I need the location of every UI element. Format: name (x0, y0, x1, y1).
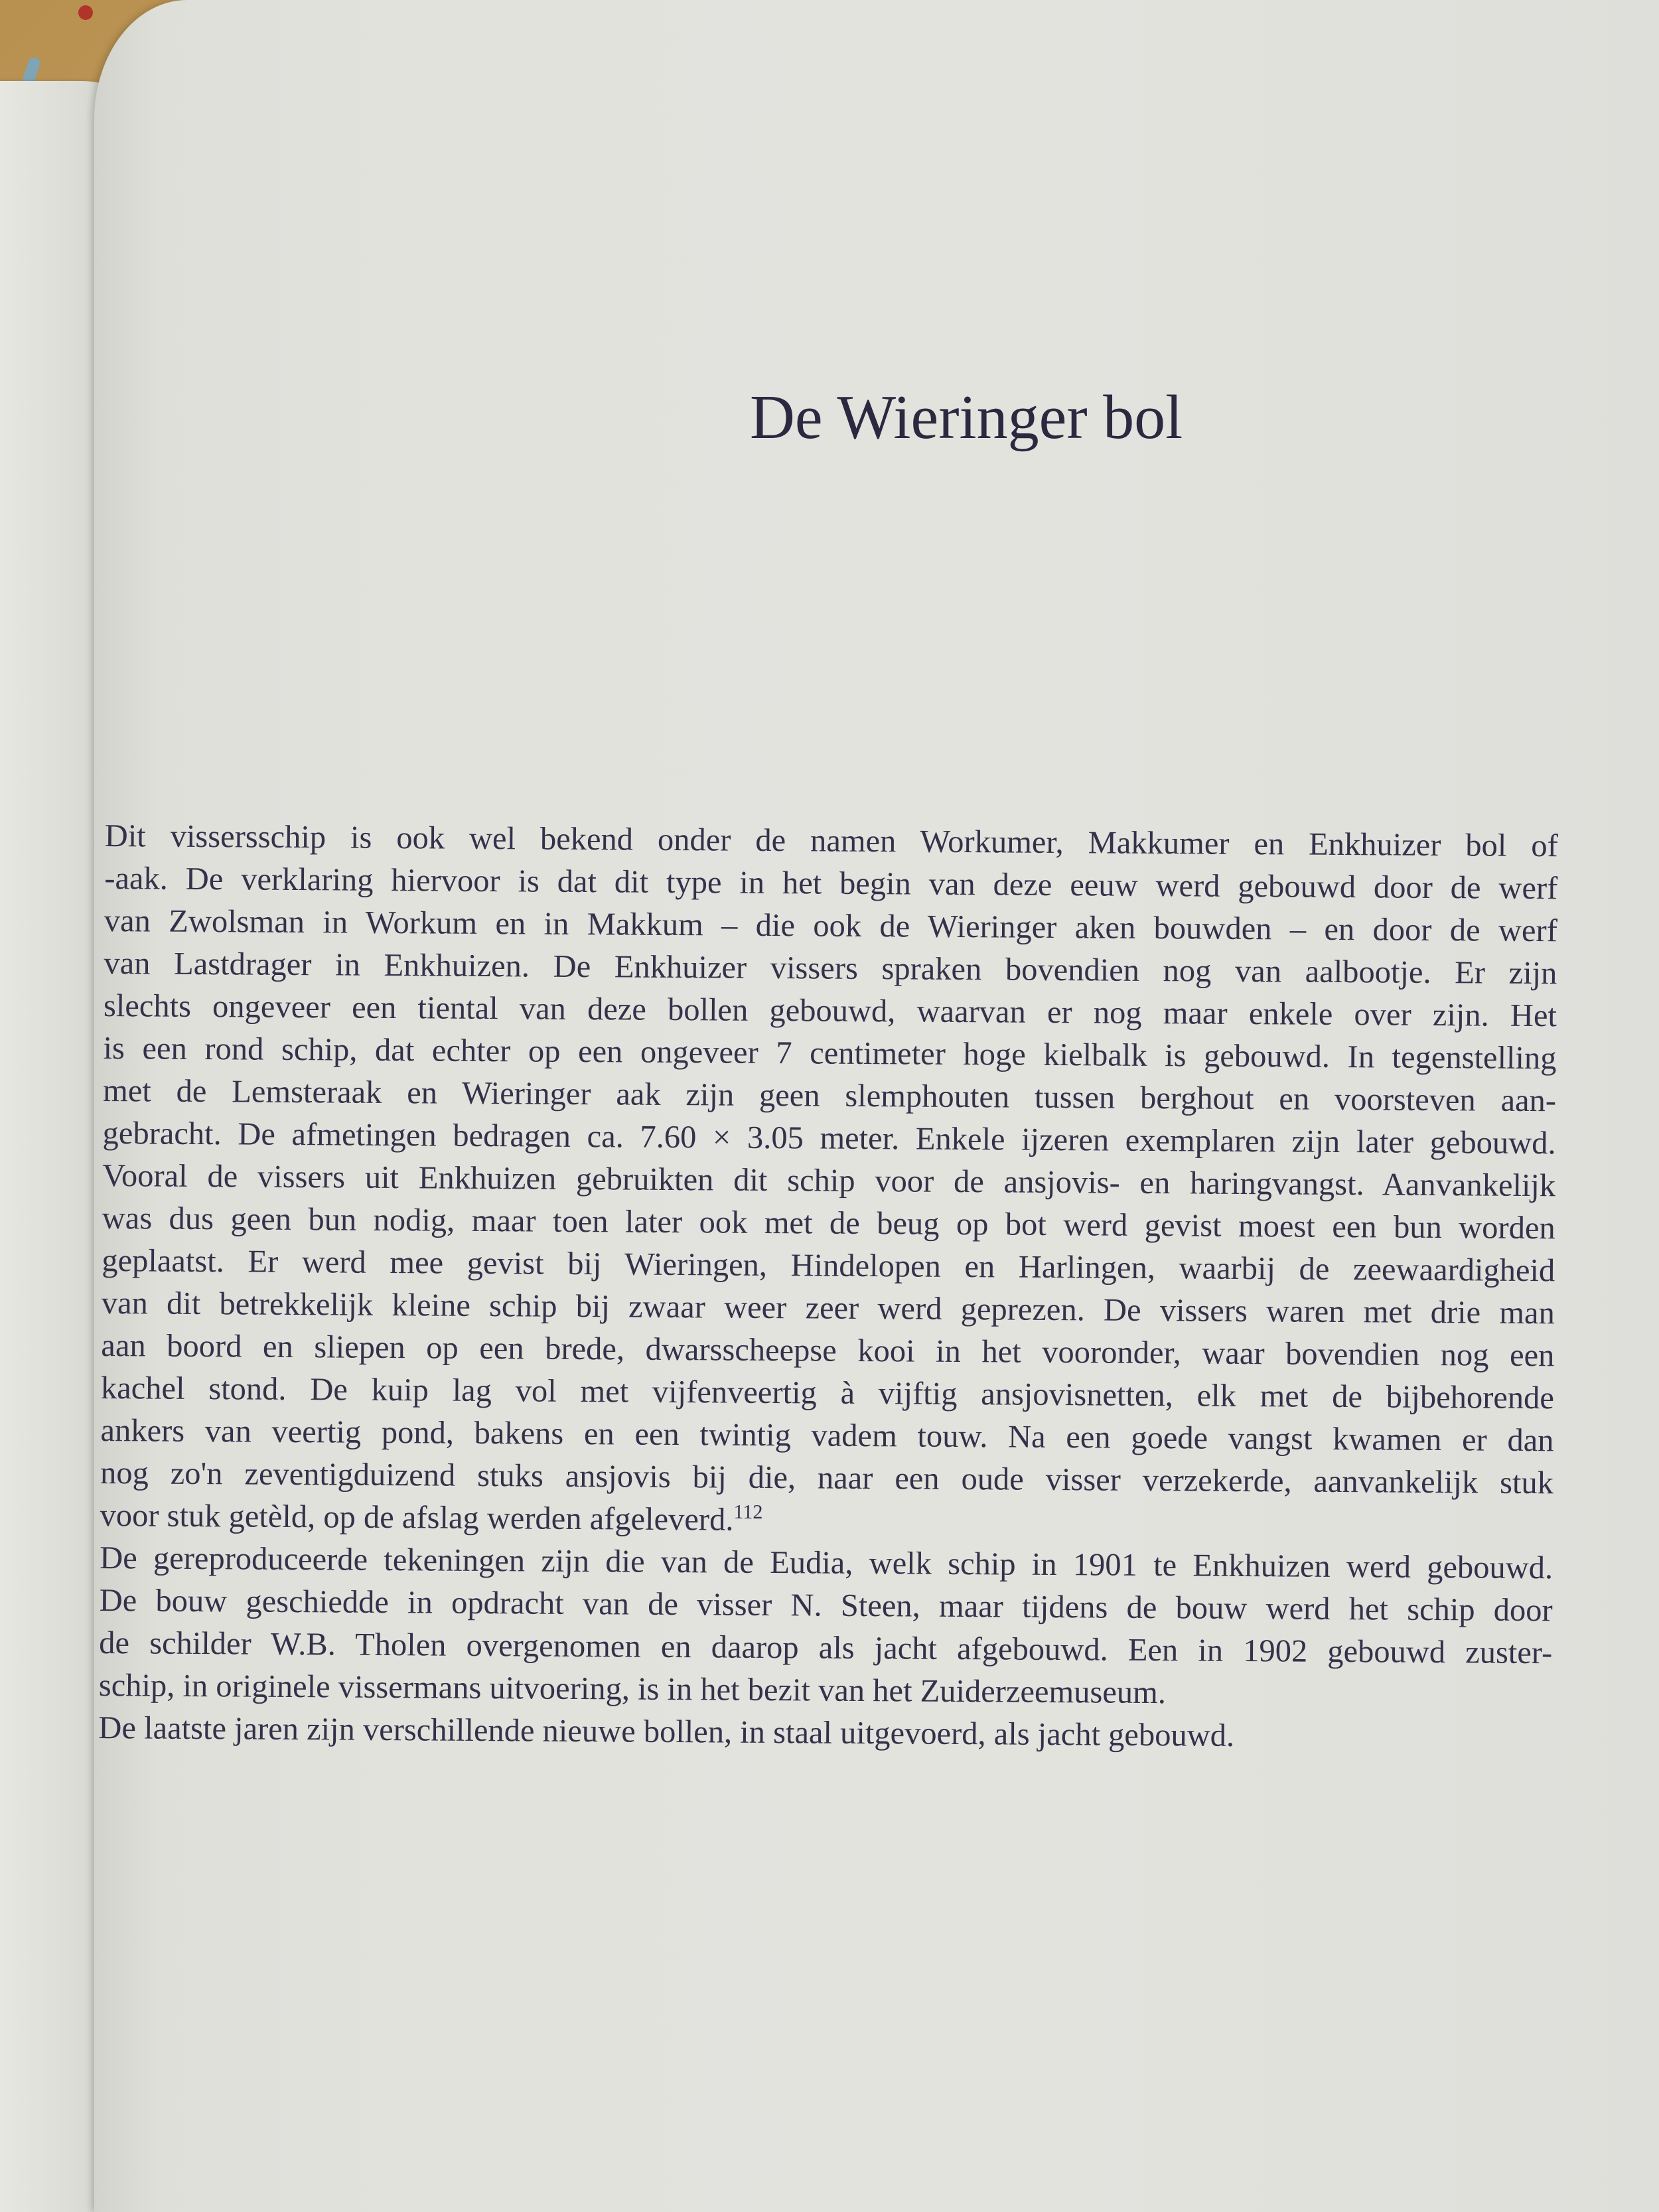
text-line: is een rond schip, dat echter op een ongeveer 7 centimeter hoge kielbalk is gebouwd. In tegenstelling (103, 1030, 1557, 1076)
text-line: van Zwolsman in Workum en in Makkum – die ook de Wieringer aken bouwden – en door de werf (104, 903, 1558, 949)
text-line: gebracht. De afmetingen bedragen ca. 7.60 × 3.05 meter. Enkele ijzeren exemplaren zijn later gebouwd. (102, 1115, 1556, 1161)
text-line: ankers van veertig pond, bakens en een twintig vadem touw. Na een goede vangst kwamen er dan (100, 1412, 1554, 1459)
paragraph-1 (100, 815, 1558, 1547)
text-line: schip, in originele vissermans uitvoering, is in het bezit van het Zuiderzeemuseum. (98, 1667, 1167, 1711)
page-title: De Wieringer bol (750, 383, 1183, 452)
text-line: nog zo'n zeventigduizend stuks ansjovis bij die, naar een oude visser verzekerde, aanvankelijk stuk (100, 1455, 1554, 1501)
paragraph-2 (99, 1537, 1553, 1717)
text-line: geplaatst. Er werd mee gevist bij Wieringen, Hindelopen en Harlingen, waarbij de zeewaardigheid (102, 1242, 1555, 1289)
text-line: met de Lemsteraak en Wieringer aak zijn geen slemphouten tussen berghout en voorsteven aan- (102, 1072, 1557, 1119)
text-line: aan boord en sliepen op een brede, dwarsscheepse kooi in het vooronder, waar bovendien nog een (101, 1327, 1555, 1374)
text-line: Dit vissersschip is ook wel bekend onder de namen Workumer, Makkumer en Enkhuizer bol of (104, 818, 1558, 864)
text-line: slechts ongeveer een tiental van deze bollen gebouwd, waarvan er nog maar enkele over zijn. Het (103, 988, 1557, 1034)
footnote-ref: 112 (733, 1501, 763, 1523)
text-line: van dit betrekkelijk kleine schip bij zwaar weer zeer werd geprezen. De vissers waren met drie man (101, 1285, 1555, 1331)
text-line: kachel stond. De kuip lag vol met vijfenveertig à vijftig ansjovisnetten, elk met de bijbehorende (100, 1370, 1555, 1416)
text-line: De bouw geschiedde in opdracht van de visser N. Steen, maar tijdens de bouw werd het schip door (99, 1582, 1553, 1629)
text-line: van Lastdrager in Enkhuizen. De Enkhuizer vissers spraken bovendien nog van aalbootje. Er zijn (104, 945, 1557, 992)
text-line: voor stuk getèld, op de afslag werden afgeleverd. (100, 1497, 734, 1538)
text-line: De laatste jaren zijn verschillende nieuwe bollen, in staal uitgevoerd, als jacht gebouwd. (98, 1710, 1235, 1753)
text-line: de schilder W.B. Tholen overgenomen en daarop als jacht afgebouwd. Een in 1902 gebouwd zuster- (99, 1625, 1553, 1671)
text-line: Vooral de vissers uit Enkhuizen gebruikten dit schip voor de ansjovis- en haringvangst. Aanvankelijk (102, 1157, 1556, 1204)
text-line: was dus geen bun nodig, maar toen later ook met de beug op bot werd gevist moest een bun worden (102, 1200, 1555, 1246)
body-text (98, 815, 1558, 1759)
desk-red-mark (78, 5, 93, 20)
text-line: -aak. De verklaring hiervoor is dat dit type in het begin van deze eeuw werd gebouwd door de werf (104, 860, 1558, 907)
text-line: De gereproduceerde tekeningen zijn die van de Eudia, welk schip in 1901 te Enkhuizen werd gebouwd. (99, 1540, 1553, 1586)
